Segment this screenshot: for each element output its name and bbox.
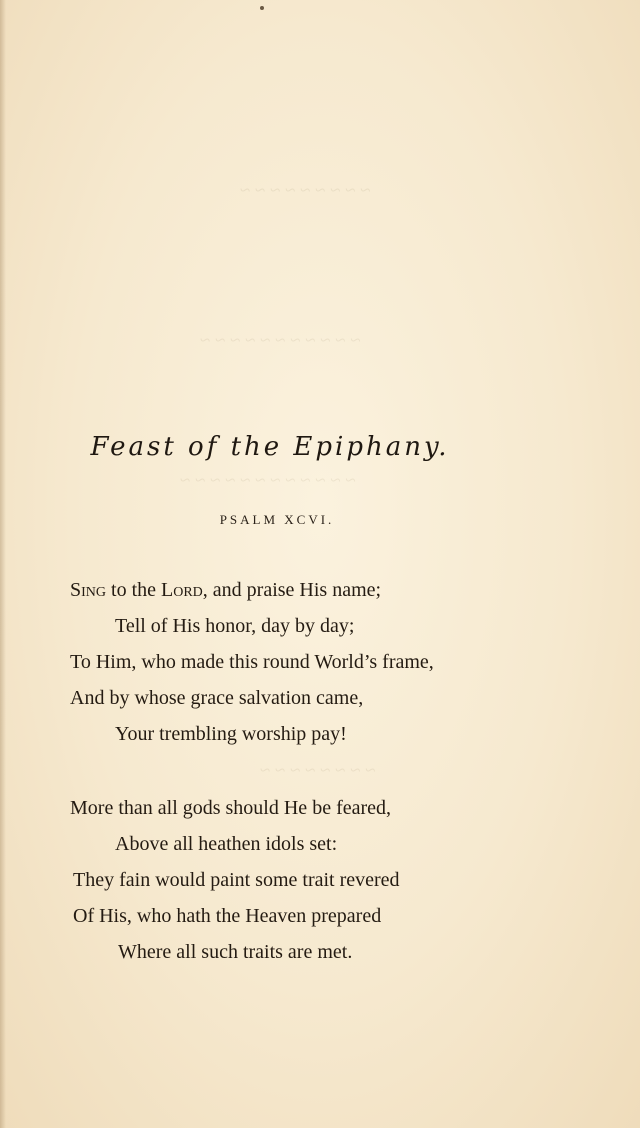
verse-line-6: More than all gods should He be feared, (70, 797, 392, 819)
show-through-text: ~ ~ ~ ~ ~ ~ ~ ~ ~ ~ ~ (200, 330, 361, 351)
verse-line-5: Your trembling worship pay! (115, 723, 347, 745)
verse-line-1 (70, 572, 630, 608)
verse-line-9: Of His, who hath the Heaven prepared (73, 905, 382, 927)
page-edge-shadow (0, 0, 6, 1128)
verse-line-2: Tell of His honor, day by day; (115, 615, 355, 637)
verse-line-4: And by whose grace salvation came, (70, 687, 364, 709)
verse-text: to the (106, 579, 162, 601)
dropword-sing: Sing (70, 579, 107, 601)
page-speck (260, 6, 264, 10)
show-through-text: ~ ~ ~ ~ ~ ~ ~ ~ ~ ~ ~ ~ (180, 470, 356, 491)
psalm-subtitle: PSALM XCVI. (219, 512, 335, 527)
page-title: Feast of the Epiphany. (90, 432, 450, 462)
verse-line-8: They fain would paint some trait revered (73, 869, 400, 891)
verse-line-3: To Him, who made this round World’s frame, (70, 651, 434, 673)
stanza-1 (70, 572, 630, 752)
show-through-text: ~ ~ ~ ~ ~ ~ ~ ~ (260, 760, 376, 781)
word-lord: Lord (161, 579, 203, 601)
show-through-text: ~ ~ ~ ~ ~ ~ ~ ~ ~ (240, 180, 371, 201)
stanza-2 (70, 790, 630, 970)
verse-text: , and praise His name; (202, 579, 382, 601)
verse-line-10: Where all such traits are met. (118, 941, 353, 963)
verse-line-7: Above all heathen idols set: (115, 833, 338, 855)
